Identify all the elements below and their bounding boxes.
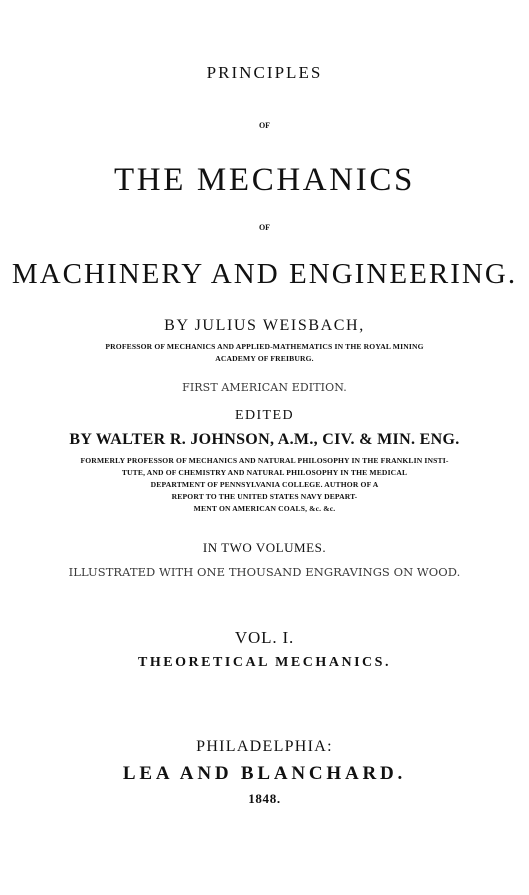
editor-name: BY WALTER R. JOHNSON, A.M., CIV. & MIN. ENG. [69,431,460,448]
imprint-year: 1848. [248,791,281,806]
editor-bio-2: TUTE, AND OF CHEMISTRY AND NATURAL PHILOSOPHY IN THE MEDICAL [121,468,408,477]
title-line-principles: PRINCIPLES [206,63,323,82]
volume-subject: THEORETICAL MECHANICS. [137,655,392,670]
author-name: BY JULIUS WEISBACH, [164,317,365,334]
title-of-1: OF [258,121,271,130]
editor-bio-4: REPORT TO THE UNITED STATES NAVY DEPART- [171,492,358,501]
editor-bio-5: MENT ON AMERICAN COALS, &c. &c. [193,504,336,513]
imprint-city: PHILADELPHIA: [196,738,333,755]
title-line-mechanics: THE MECHANICS [113,162,416,198]
title-line-machinery: MACHINERY AND ENGINEERING. [11,258,518,290]
author-affiliation-1: PROFESSOR OF MECHANICS AND APPLIED-MATHEMATICS IN THE ROYAL MINING [105,342,424,351]
edition-label: FIRST AMERICAN EDITION. [182,381,347,394]
title-of-2: OF [258,223,271,232]
editor-bio-1: FORMERLY PROFESSOR OF MECHANICS AND NATURAL PHILOSOPHY IN THE FRANKLIN INSTI- [80,456,449,465]
author-affiliation-2: ACADEMY OF FREIBURG. [215,354,314,363]
edited-label: EDITED [235,408,294,423]
volume-number: VOL. I. [234,628,295,647]
imprint-publisher: LEA AND BLANCHARD. [122,763,407,784]
illustrated-note: ILLUSTRATED WITH ONE THOUSAND ENGRAVINGS ON WOOD. [68,565,461,579]
editor-bio-3: DEPARTMENT OF PENNSYLVANIA COLLEGE. AUTHOR OF A [150,480,379,489]
volumes-note: IN TWO VOLUMES. [202,540,327,555]
